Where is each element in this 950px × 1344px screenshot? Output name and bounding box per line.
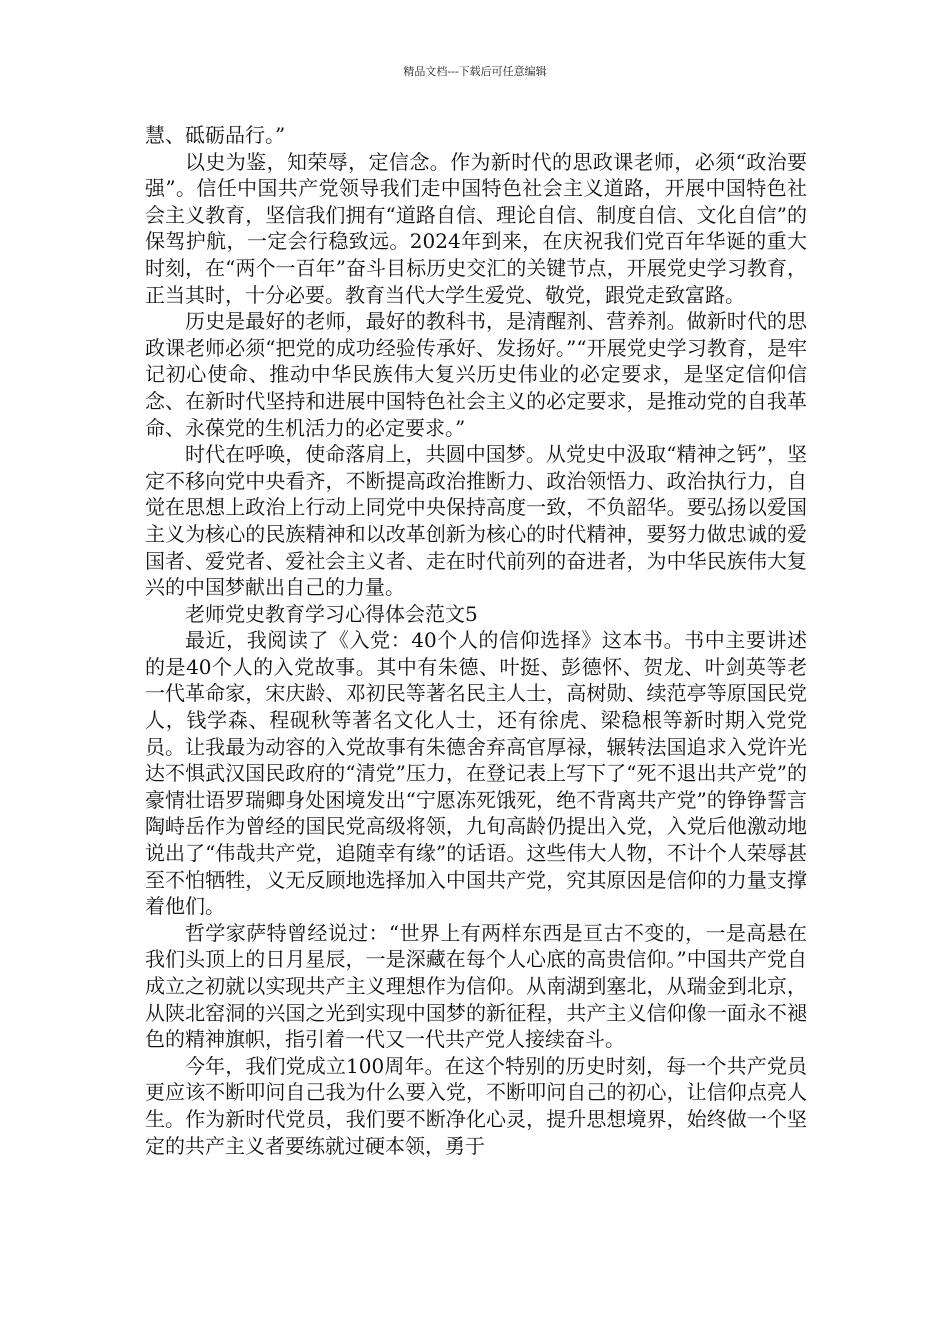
paragraph-3: 历史是最好的老师，最好的教科书，是清醒剂、营养剂。做新时代的思政课老师必须“把党的成功经验传承好、发扬好。”“开展党史学习教育，是牢记初心使命、推动中华民族伟大复兴历史伟业的必定要求，是坚定信仰信念、在新时代坚持和进展中国特色社会主义的必定要求，是推动党的自我革命、永葆党的生机活力的必定要求。” <box>145 309 807 440</box>
page-header: 精品文档---下载后可任意编辑 <box>403 65 547 78</box>
paragraph-5: 最近，我阅读了《入党：40个人的信仰选择》这本书。书中主要讲述的是40个人的入党故事。其中有朱德、叶挺、彭德怀、贺龙、叶剑英等老一代革命家，宋庆龄、邓初民等著名民主人士，高树勋、续范亭等原国民党人，钱学森、程砚秋等著名文化人士，还有徐虎、梁稳根等新时期入党党员。让我最为动容的入党故事有朱德舍弃高官厚禄，辗转法国追求入党许光达不惧武汉国民政府的“清党”压力，在登记表上写下了“死不退出共产党”的豪情壮语罗瑞卿身处困境发出“宁愿冻死饿死，绝不背离共产党”的铮铮誓言陶峙岳作为曾经的国民党高级将领，九旬高龄仍提出入党，入党后他激动地说出了“伟哉共产党，追随幸有缘”的话语。这些伟大人物，不计个人荣辱甚至不怕牺牲，义无反顾地选择加入中国共产党，究其原因是信仰的力量支撑着他们。 <box>145 628 807 919</box>
paragraph-6: 哲学家萨特曾经说过：“世界上有两样东西是亘古不变的，一是高悬在我们头顶上的日月星辰，一是深藏在每个人心底的高贵信仰。”中国共产党自成立之初就以实现共产主义理想作为信仰。从南湖到塞北，从瑞金到北京，从陕北窑洞的兴国之光到实现中国梦的新征程，共产主义信仰像一面永不褪色的精神旗帜，指引着一代又一代共产党人接续奋斗。 <box>145 920 807 1052</box>
paragraph-1: 慧、砥砺品行。” <box>145 123 286 147</box>
paragraph-4: 时代在呼唤，使命落肩上，共圆中国梦。从党史中汲取“精神之钙”，坚定不移向党中央看齐，不断提高政治推断力、政治领悟力、政治执行力，自觉在思想上政治上行动上同党中央保持高度一致，不负韶华。要弘扬以爱国主义为核心的民族精神和以改革创新为核心的时代精神，要努力做忠诚的爱国者、爱党者、爱社会主义者、走在时代前列的奋进者，为中华民族伟大复兴的中国梦献出自己的力量。 <box>145 442 807 600</box>
section-heading: 老师党史教育学习心得体会范文5 <box>185 601 478 626</box>
paragraph-2: 以史为鉴，知荣辱，定信念。作为新时代的思政课老师，必须“政治要强”。信任中国共产党领导我们走中国特色社会主义道路，开展中国特色社会主义教育，坚信我们拥有“道路自信、理论自信、制度自信、文化自信”的保驾护航，一定会行稳致远。2024年到来，在庆祝我们党百年华诞的重大时刻，在“两个一百年”奋斗目标历史交汇的关键节点，开展党史学习教育，正当其时，十分必要。教育当代大学生爱党、敬党，跟党走致富路。 <box>145 149 807 307</box>
paragraph-7: 今年，我们党成立100周年。在这个特别的历史时刻，每一个共产党员更应该不断叩问自己我为什么要入党，不断叩问自己的初心，让信仰点亮人生。作为新时代党员，我们要不断净化心灵，提升思想境界，始终做一个坚定的共产主义者要练就过硬本领，勇于 <box>145 1053 807 1158</box>
document-body <box>145 122 807 1159</box>
